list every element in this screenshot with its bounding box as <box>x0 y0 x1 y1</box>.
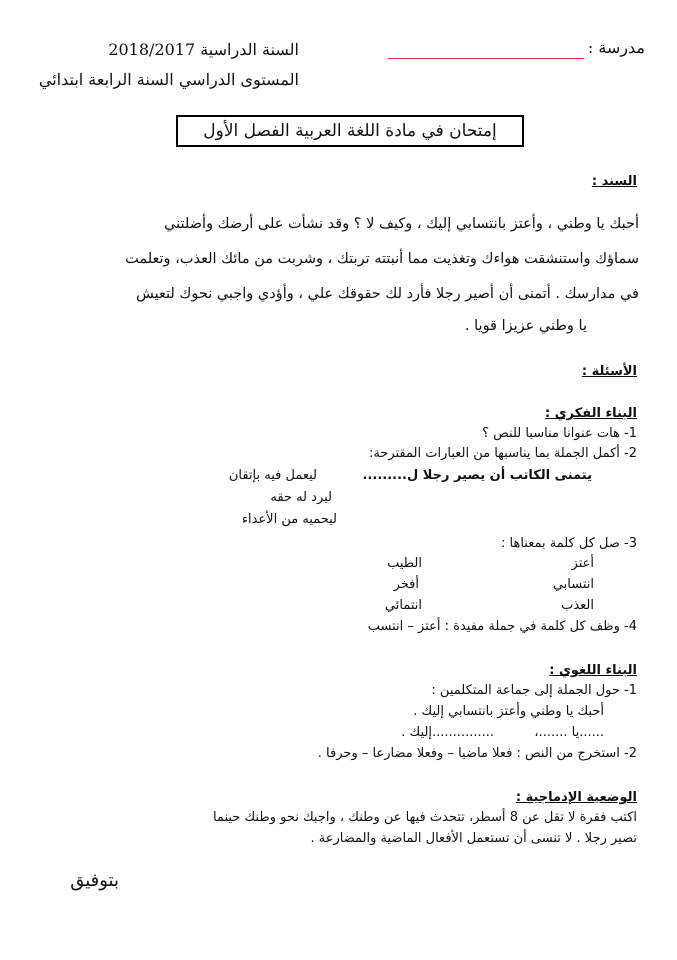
school-label: مدرسة : <box>587 38 645 57</box>
sanad-line-2: سماؤك واستنشقت هواءك وتغذيت مما أنبتته تربتك ، وشربت من مائك العذب، وتعلمت <box>125 251 639 267</box>
fikri-q3-word-2: انتسابي <box>552 577 594 592</box>
sanad-heading: السند : <box>591 174 637 189</box>
lughawi-q2: 2- استخرج من النص : فعلا ماضيا – وفعلا مضارعا – وحرفا . <box>317 746 637 761</box>
fikri-q3-word-1: أعتز <box>571 556 594 571</box>
school-level: المستوى الدراسي السنة الرابعة ابتدائي <box>38 70 299 89</box>
lughawi-heading: البناء اللغوي : <box>549 663 637 678</box>
fikri-q1: 1- هات عنوانا مناسبا للنص ؟ <box>482 426 637 441</box>
lughawi-q1-sentence: أحبك يا وطني وأعتز بانتسابي إليك . <box>413 704 604 719</box>
sanad-line-3: في مدارسك . أتمنى أن أصير رجلا فأرد لك حقوقك علي ، وأؤدي واجبي نحوك لتعيش <box>136 286 639 302</box>
fikri-q3-meaning-3: انتمائي <box>384 598 422 613</box>
school-year: السنة الدراسية 2018/2017 <box>108 40 299 59</box>
fikri-q3-word-3: العذب <box>561 598 594 613</box>
idmaj-heading: الوضعية الإدماجية : <box>515 790 637 805</box>
fikri-q2-option-2: ليرد له حقه <box>270 490 332 505</box>
fikri-heading: البناء الفكري : <box>545 406 637 421</box>
fikri-q2: 2- أكمل الجملة بما يناسبها من العبارات المقترحة: <box>368 446 637 461</box>
questions-heading: الأسئلة : <box>581 364 637 379</box>
fikri-q3: 3- صل كل كلمة بمعناها : <box>500 536 637 551</box>
closing-signature: بتوفيق <box>70 870 119 891</box>
fikri-q4: 4- وظف كل كلمة في جملة مفيدة : أعتز – انتسب <box>367 619 637 634</box>
lughawi-q1: 1- حول الجملة إلى جماعة المتكلمين : <box>431 683 637 698</box>
fikri-q2-option-1: ليعمل فيه بإتقان <box>228 468 317 483</box>
fikri-q3-meaning-2: أفخر <box>393 577 419 592</box>
idmaj-line-1: اكتب فقرة لا تقل عن 8 أسطر، تتحدث فيها عن وطنك ، واجبك نحو وطنك حينما <box>212 810 637 825</box>
sanad-line-1: أحبك يا وطني ، وأعتز بانتسابي إليك ، وكيف لا ؟ وقد نشأت على أرضك وأضلتني <box>164 216 639 232</box>
exam-title: إمتحان في مادة اللغة العربية الفصل الأول <box>176 115 524 147</box>
sanad-line-4: يا وطني عزيزا قويا . <box>464 318 587 334</box>
school-name-line <box>388 58 584 59</box>
fikri-q2-sentence: يتمنى الكاتب أن يصير رجلا ل......... <box>362 468 592 483</box>
lughawi-q1-line-1: ......يا .......، <box>534 725 604 740</box>
lughawi-q1-line-2: ...............إليك . <box>401 725 494 740</box>
fikri-q3-meaning-1: الطيب <box>387 556 422 571</box>
fikri-q2-option-3: ليحميه من الأعداء <box>241 512 337 527</box>
idmaj-line-2: تصير رجلا . لا تنسى أن تستعمل الأفعال الماضية والمضارعة . <box>310 831 637 846</box>
